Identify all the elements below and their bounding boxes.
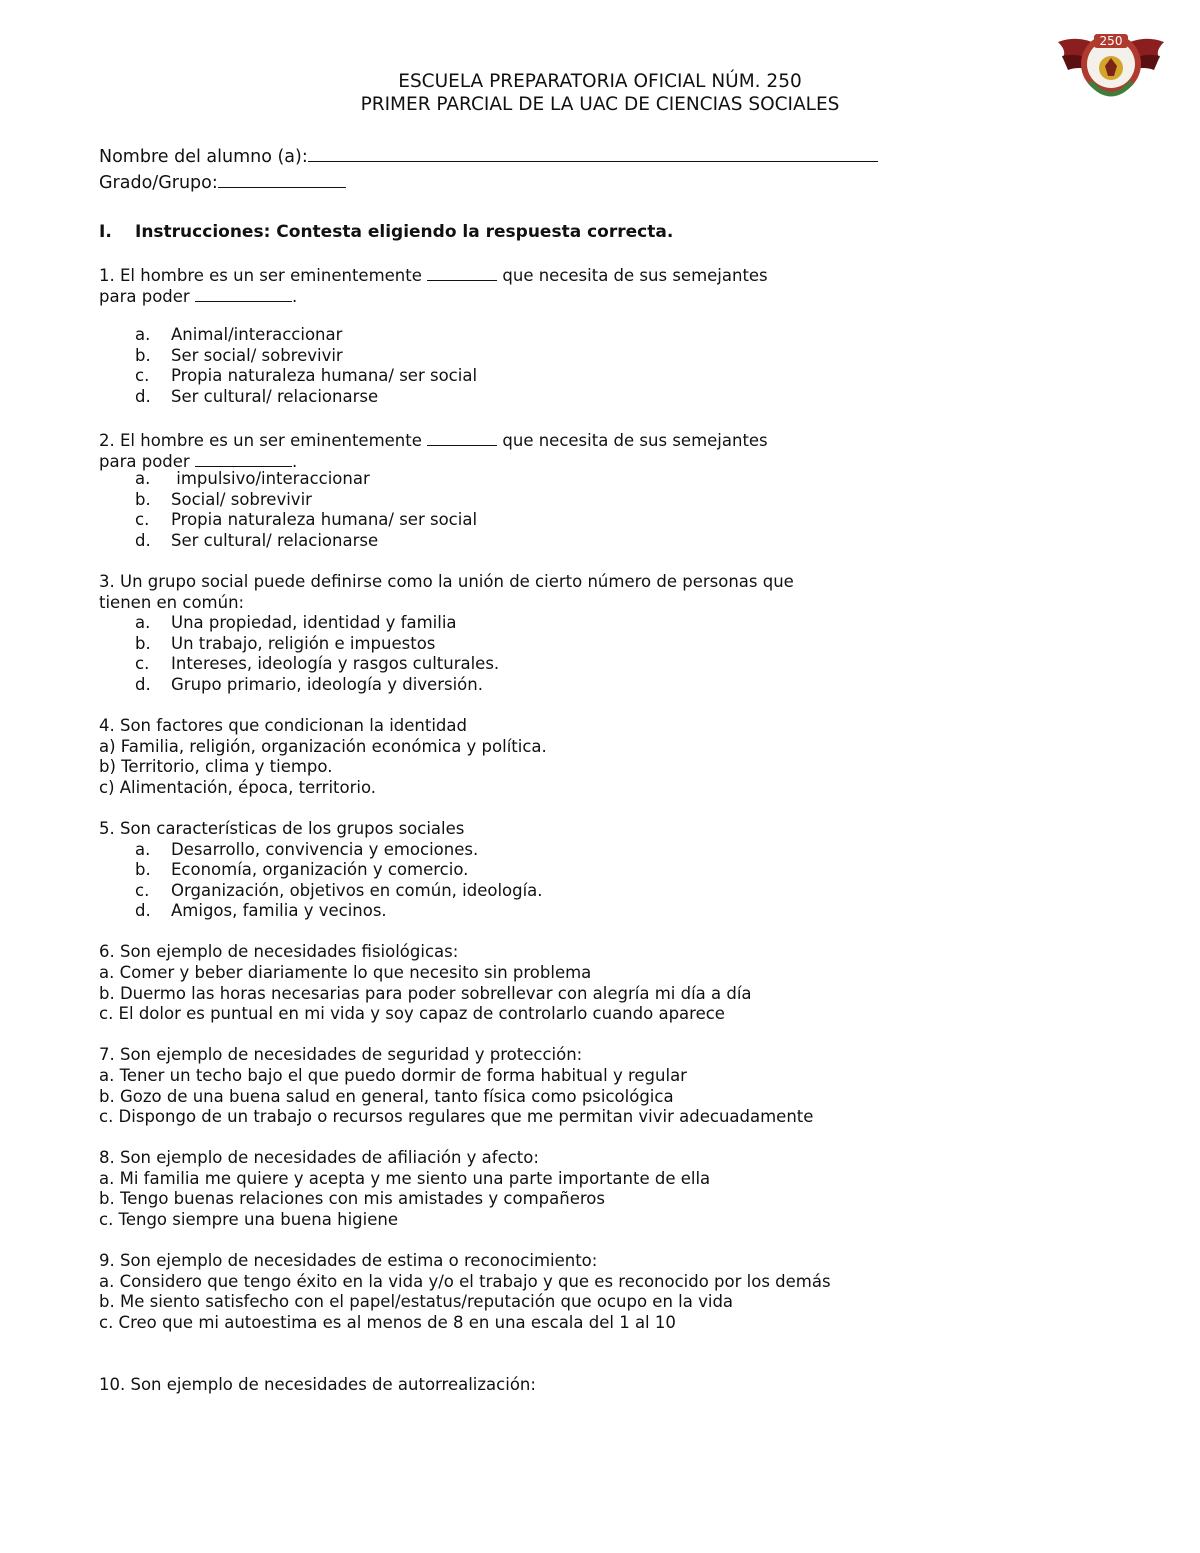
student-name-label: Nombre del alumno (a): xyxy=(99,147,308,167)
q2-text-b: que necesita de sus semejantes xyxy=(497,431,768,450)
q8-option-a[interactable]: a. Mi familia me quiere y acepta y me siento una parte importante de ella xyxy=(99,1169,711,1188)
q5-option-b[interactable] xyxy=(135,860,468,881)
q6-option-b[interactable]: b. Duermo las horas necesarias para poder sobrellevar con alegría mi día a día xyxy=(99,984,752,1003)
option-label: d. xyxy=(135,531,151,550)
option-text: Grupo primario, ideología y diversión. xyxy=(171,675,483,694)
q2-option-d[interactable] xyxy=(135,531,378,552)
q1-blank-2 xyxy=(195,284,292,302)
option-text: Social/ sobrevivir xyxy=(171,490,312,509)
q2-text-c: para poder xyxy=(99,452,195,471)
option-text: Economía, organización y comercio. xyxy=(171,860,469,879)
q6-stem: 6. Son ejemplo de necesidades fisiológicas: xyxy=(99,942,459,961)
q5-option-d[interactable] xyxy=(135,901,387,922)
q1-option-c[interactable] xyxy=(135,366,477,387)
q8-option-b[interactable]: b. Tengo buenas relaciones con mis amistades y compañeros xyxy=(99,1189,605,1208)
option-label: b. xyxy=(135,346,151,365)
student-name-blank[interactable] xyxy=(308,144,878,162)
q3-stem-line1: 3. Un grupo social puede definirse como la unión de cierto número de personas que xyxy=(99,572,794,591)
option-label: c. xyxy=(135,366,150,385)
seal-number: 250 xyxy=(1099,34,1123,48)
option-label: d. xyxy=(135,387,151,406)
option-text: Ser social/ sobrevivir xyxy=(171,346,343,365)
q1-stem-line2 xyxy=(99,284,297,308)
q5-stem: 5. Son características de los grupos sociales xyxy=(99,819,465,838)
student-group-blank[interactable] xyxy=(218,170,346,188)
option-label: a. xyxy=(135,613,151,632)
q3-option-c[interactable] xyxy=(135,654,499,675)
option-label: b. xyxy=(135,634,151,653)
q2-option-b[interactable] xyxy=(135,490,312,511)
school-title: ESCUELA PREPARATORIA OFICIAL NÚM. 250 xyxy=(398,71,802,92)
option-text: Un trabajo, religión e impuestos xyxy=(171,634,436,653)
q9-stem: 9. Son ejemplo de necesidades de estima o reconocimiento: xyxy=(99,1251,598,1270)
option-label: b. xyxy=(135,860,151,879)
option-text: Amigos, familia y vecinos. xyxy=(171,901,387,920)
q4-option-c[interactable]: c) Alimentación, época, territorio. xyxy=(99,778,377,797)
option-label: c. xyxy=(135,881,150,900)
q8-option-c[interactable]: c. Tengo siempre una buena higiene xyxy=(99,1210,398,1229)
q10-stem: 10. Son ejemplo de necesidades de autorrealización: xyxy=(99,1375,536,1394)
q7-option-b[interactable]: b. Gozo de una buena salud en general, tanto física como psicológica xyxy=(99,1087,674,1106)
q2-option-a[interactable] xyxy=(135,469,370,490)
option-label: c. xyxy=(135,654,150,673)
option-text: Ser cultural/ relacionarse xyxy=(171,531,379,550)
q1-option-d[interactable] xyxy=(135,387,378,408)
q1-text-c: para poder xyxy=(99,287,195,306)
q4-stem: 4. Son factores que condicionan la identidad xyxy=(99,716,467,735)
q6-option-a[interactable]: a. Comer y beber diariamente lo que necesito sin problema xyxy=(99,963,592,982)
student-group-row xyxy=(99,170,346,194)
instructions-text: Instrucciones: Contesta eligiendo la respuesta correcta. xyxy=(135,222,674,242)
student-group-label: Grado/Grupo: xyxy=(99,173,218,193)
q8-stem: 8. Son ejemplo de necesidades de afiliación y afecto: xyxy=(99,1148,539,1167)
q2-text-a: 2. El hombre es un ser eminentemente xyxy=(99,431,428,450)
q3-option-a[interactable] xyxy=(135,613,457,634)
option-text: Propia naturaleza humana/ ser social xyxy=(171,366,478,385)
q7-stem: 7. Son ejemplo de necesidades de seguridad y protección: xyxy=(99,1045,583,1064)
option-label: d. xyxy=(135,901,151,920)
q1-option-b[interactable] xyxy=(135,346,343,367)
option-text: Animal/interaccionar xyxy=(171,325,343,344)
option-text: Organización, objetivos en común, ideología. xyxy=(171,881,543,900)
instructions xyxy=(99,222,673,243)
q2-option-c[interactable] xyxy=(135,510,477,531)
exam-title: PRIMER PARCIAL DE LA UAC DE CIENCIAS SOCIALES xyxy=(360,94,840,115)
student-name-row xyxy=(99,144,878,168)
q4-option-a[interactable]: a) Familia, religión, organización económica y política. xyxy=(99,737,547,756)
option-label: b. xyxy=(135,490,151,509)
option-text: Ser cultural/ relacionarse xyxy=(171,387,379,406)
option-label: d. xyxy=(135,675,151,694)
option-text: Una propiedad, identidad y familia xyxy=(171,613,457,632)
q7-option-c[interactable]: c. Dispongo de un trabajo o recursos regulares que me permitan vivir adecuadamente xyxy=(99,1107,814,1126)
option-label: c. xyxy=(135,510,150,529)
q1-text-b: que necesita de sus semejantes xyxy=(497,266,768,285)
q9-option-b[interactable]: b. Me siento satisfecho con el papel/estatus/reputación que ocupo en la vida xyxy=(99,1292,734,1311)
q1-text-d: . xyxy=(291,287,298,306)
exam-header xyxy=(0,70,1200,116)
q3-stem-line2: tienen en común: xyxy=(99,593,245,612)
q6-option-c[interactable]: c. El dolor es puntual en mi vida y soy capaz de controlarlo cuando aparece xyxy=(99,1004,725,1023)
option-text: Desarrollo, convivencia y emociones. xyxy=(171,840,479,859)
q1-blank-1 xyxy=(427,263,497,281)
q2-blank-1 xyxy=(427,428,497,446)
q1-text-a: 1. El hombre es un ser eminentemente xyxy=(99,266,428,285)
option-label: a. xyxy=(135,325,151,344)
q9-option-a[interactable]: a. Considero que tengo éxito en la vida y/o el trabajo y que es reconocido por los demás xyxy=(99,1272,831,1291)
q9-option-c[interactable]: c. Creo que mi autoestima es al menos de 8 en una escala del 1 al 10 xyxy=(99,1313,676,1332)
q7-option-a[interactable]: a. Tener un techo bajo el que puedo dormir de forma habitual y regular xyxy=(99,1066,687,1085)
q3-option-d[interactable] xyxy=(135,675,483,696)
q5-option-a[interactable] xyxy=(135,840,478,861)
option-label: a. xyxy=(135,469,151,488)
q4-option-b[interactable]: b) Territorio, clima y tiempo. xyxy=(99,757,333,776)
option-text: Intereses, ideología y rasgos culturales. xyxy=(171,654,500,673)
option-label: a. xyxy=(135,840,151,859)
q1-option-a[interactable] xyxy=(135,325,342,346)
option-text: impulsivo/interaccionar xyxy=(171,469,370,488)
q5-option-c[interactable] xyxy=(135,881,543,902)
instructions-numeral: I. xyxy=(99,222,112,242)
q2-blank-2 xyxy=(195,449,292,467)
option-text: Propia naturaleza humana/ ser social xyxy=(171,510,478,529)
q2-text-d: . xyxy=(291,452,298,471)
q3-option-b[interactable] xyxy=(135,634,435,655)
